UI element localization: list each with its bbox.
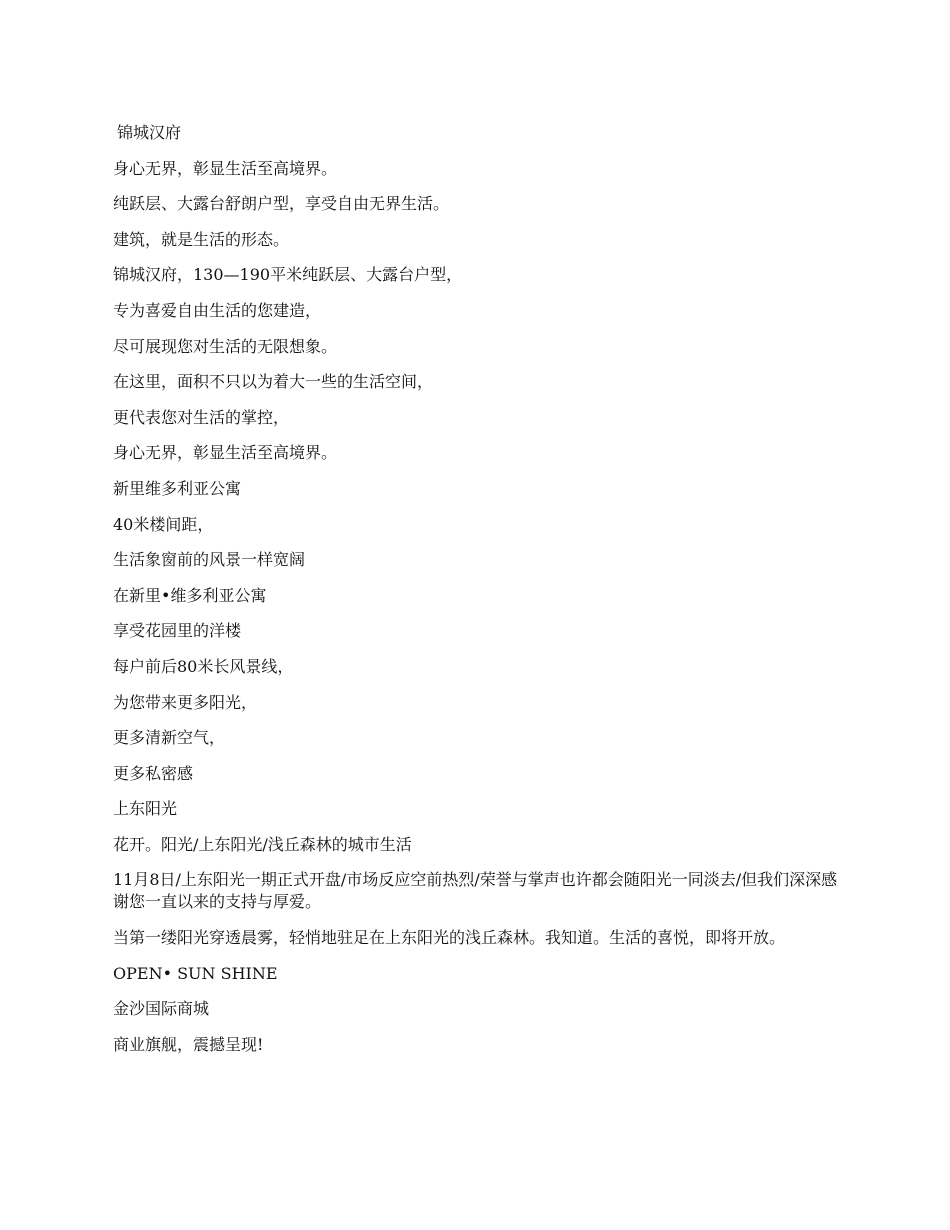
text-paragraph: 11月8日/上东阳光一期正式开盘/市场反应空前热烈/荣誉与掌声也许都会随阳光一同淡去/但我们深深感谢您一直以来的支持与厚爱。: [113, 870, 838, 912]
text-line: 享受花园里的洋楼: [113, 621, 242, 641]
text-line: 尽可展现您对生活的无限想象。: [113, 336, 338, 356]
text-line: 生活象窗前的风景一样宽阔: [113, 550, 306, 570]
document-page: [113, 122, 841, 1069]
text-line: 专为喜爱自由生活的您建造，: [113, 300, 322, 320]
text-line: 建筑，就是生活的形态。: [113, 229, 290, 249]
text-line: 每户前后80米长风景线，: [113, 656, 294, 676]
text-line: 身心无界，彰显生活至高境界。: [113, 158, 338, 178]
heading-shangdong-sunshine: 上东阳光: [113, 799, 178, 819]
text-line: 在这里，面积不只以为着大一些的生活空间，: [113, 372, 434, 392]
text-paragraph: 当第一缕阳光穿透晨雾，轻悄地驻足在上东阳光的浅丘森林。我知道。生活的喜悦，即将开放。: [113, 928, 786, 948]
text-line: 更多清新空气，: [113, 728, 226, 748]
text-line: 更多私密感: [113, 763, 194, 783]
text-line: OPEN• SUN SHINE: [113, 963, 278, 983]
heading-xinli-victoria: 新里维多利亚公寓: [113, 478, 242, 498]
text-line: 更代表您对生活的掌控，: [113, 407, 290, 427]
heading-jinsha-mall: 金沙国际商城: [113, 999, 210, 1019]
text-line: 锦城汉府，130—190平米纯跃层、大露台户型，: [113, 265, 463, 285]
text-line: 40米楼间距，: [113, 514, 214, 534]
text-line: 为您带来更多阳光，: [113, 692, 258, 712]
text-line: 身心无界，彰显生活至高境界。: [113, 443, 338, 463]
text-line: 在新里•维多利亚公寓: [113, 585, 267, 605]
text-line: 花开。阳光/上东阳光/浅丘森林的城市生活: [113, 834, 412, 854]
text-line: 商业旗舰，震撼呈现!: [113, 1034, 264, 1054]
text-line: 纯跃层、大露台舒朗户型，享受自由无界生活。: [113, 194, 450, 214]
heading-jincheng-hanfu: 锦城汉府: [117, 123, 182, 142]
